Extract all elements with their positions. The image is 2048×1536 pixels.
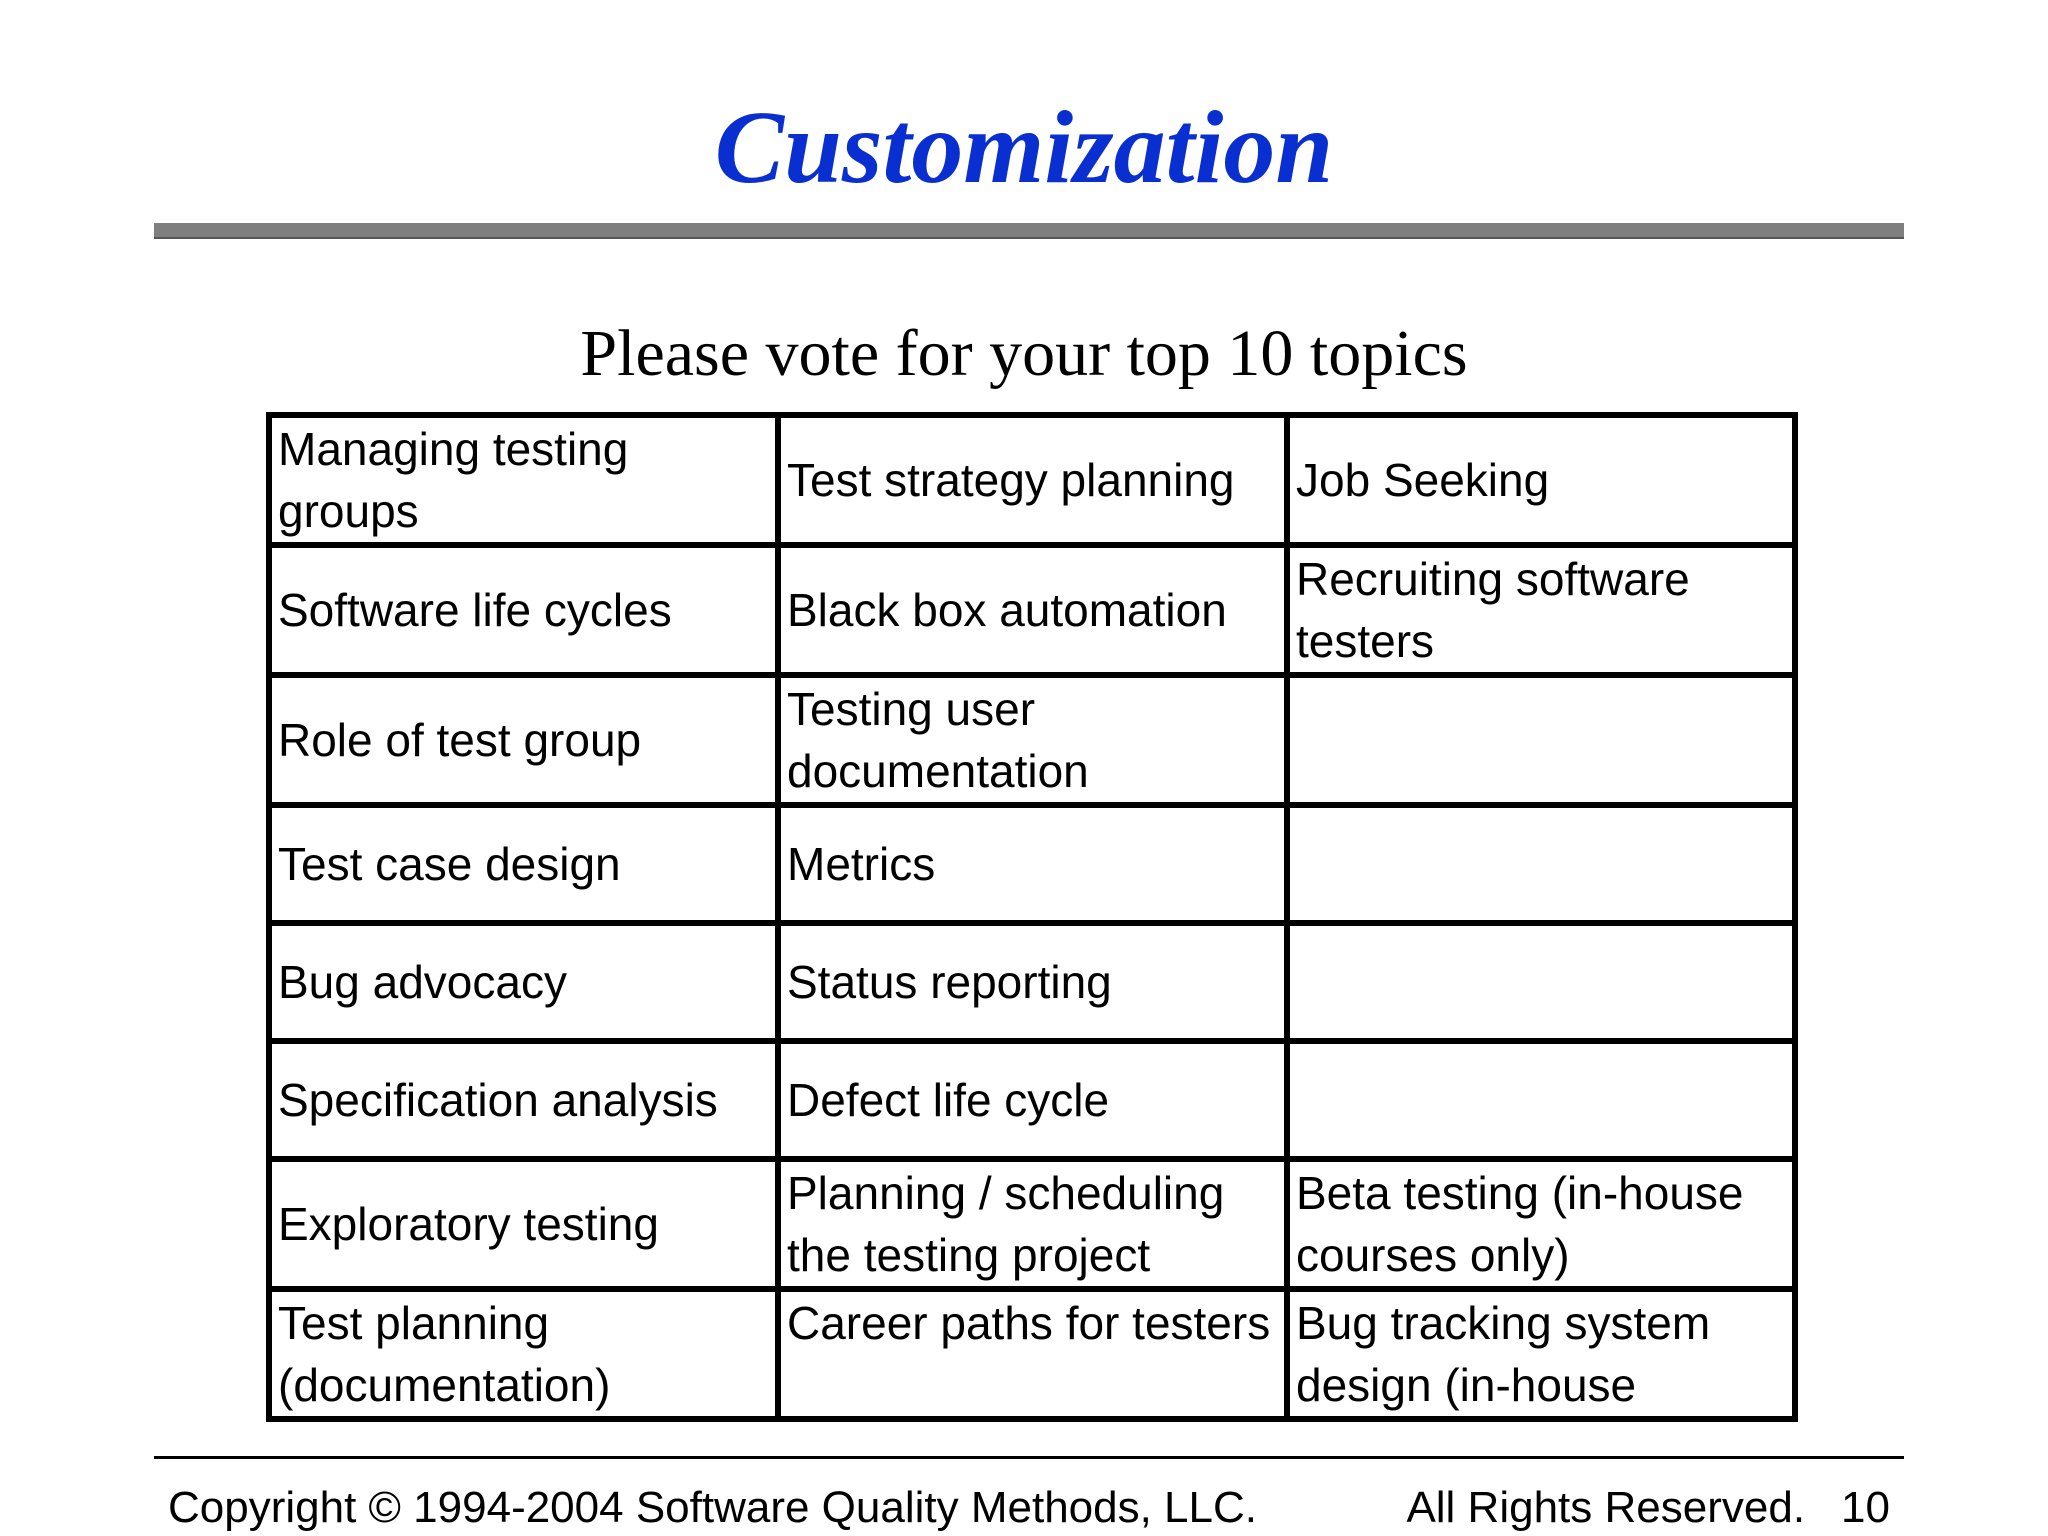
slide-title: Customization <box>714 90 1334 205</box>
topic-cell: Bug advocacy <box>269 923 778 1041</box>
topic-cell: Exploratory testing <box>269 1159 778 1289</box>
topic-cell: Black box automation <box>778 545 1287 675</box>
table-row <box>269 545 1795 675</box>
topic-cell: Status reporting <box>778 923 1287 1041</box>
topic-cell: Job Seeking <box>1287 415 1795 545</box>
footer-rights: All Rights Reserved. <box>1406 1483 1806 1532</box>
topics-table <box>266 412 1798 1422</box>
page-number: 10 <box>1841 1483 1890 1532</box>
topic-cell: Role of test group <box>269 675 778 805</box>
footer-divider <box>154 1456 1904 1459</box>
topic-cell: Testing user documentation <box>778 675 1287 805</box>
topic-cell <box>1287 675 1795 805</box>
footer-copyright: Copyright © 1994-2004 Software Quality Methods, LLC. <box>168 1483 1257 1532</box>
topic-cell: Defect life cycle <box>778 1041 1287 1159</box>
topic-cell: Recruiting software testers <box>1287 545 1795 675</box>
topic-cell: Test case design <box>269 805 778 923</box>
topic-cell <box>1287 1041 1795 1159</box>
topic-cell: Career paths for testers <box>778 1289 1287 1419</box>
title-divider <box>154 223 1904 239</box>
table-row <box>269 1041 1795 1159</box>
table-row <box>269 923 1795 1041</box>
topic-cell: Specification analysis <box>269 1041 778 1159</box>
table-row <box>269 1159 1795 1289</box>
footer-right <box>1406 1482 1890 1534</box>
table-row <box>269 675 1795 805</box>
topic-cell: Software life cycles <box>269 545 778 675</box>
topic-cell: Metrics <box>778 805 1287 923</box>
topic-cell: Beta testing (in-house courses only) <box>1287 1159 1795 1289</box>
topic-cell <box>1287 805 1795 923</box>
table-row <box>269 805 1795 923</box>
table-row <box>269 415 1795 545</box>
topic-cell: Test strategy planning <box>778 415 1287 545</box>
topic-cell: Bug tracking system design (in-house <box>1287 1289 1795 1419</box>
topic-cell: Test planning (documentation) <box>269 1289 778 1419</box>
topic-cell <box>1287 923 1795 1041</box>
topic-cell: Managing testing groups <box>269 415 778 545</box>
slide-subtitle: Please vote for your top 10 topics <box>580 317 1468 390</box>
topic-cell: Planning / scheduling the testing project <box>778 1159 1287 1289</box>
table-row <box>269 1289 1795 1419</box>
